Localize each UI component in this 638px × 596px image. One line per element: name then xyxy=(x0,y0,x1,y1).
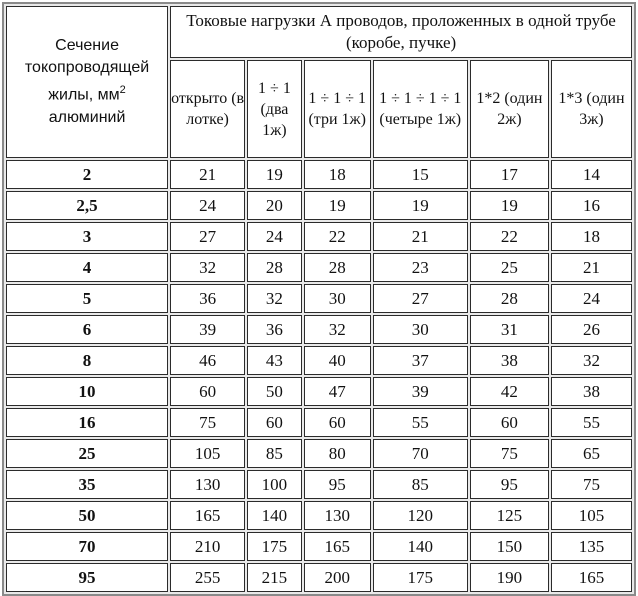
current-load-header: Токовые нагрузки А проводов, проложенных в одной трубе (коробе, пучке) xyxy=(170,6,632,58)
load-value-cell: 37 xyxy=(373,346,468,375)
column-header: 1 ÷ 1 ÷ 1 (три 1ж) xyxy=(304,60,371,158)
load-value-cell: 125 xyxy=(470,501,549,530)
load-value-cell: 32 xyxy=(170,253,245,282)
load-value-cell: 15 xyxy=(373,160,468,189)
load-value-cell: 140 xyxy=(373,532,468,561)
load-value-cell: 135 xyxy=(551,532,632,561)
load-value-cell: 150 xyxy=(470,532,549,561)
load-value-cell: 28 xyxy=(304,253,371,282)
load-value-cell: 18 xyxy=(304,160,371,189)
load-value-cell: 105 xyxy=(551,501,632,530)
load-value-cell: 215 xyxy=(247,563,302,592)
load-value-cell: 19 xyxy=(247,160,302,189)
load-value-cell: 19 xyxy=(373,191,468,220)
load-value-cell: 140 xyxy=(247,501,302,530)
load-value-cell: 22 xyxy=(470,222,549,251)
table-row xyxy=(6,284,632,313)
load-value-cell: 80 xyxy=(304,439,371,468)
section-cell: 3 xyxy=(6,222,168,251)
load-value-cell: 60 xyxy=(170,377,245,406)
current-load-table-container xyxy=(2,2,636,592)
column-header: 1 ÷ 1 (два 1ж) xyxy=(247,60,302,158)
column-header: 1*3 (один 3ж) xyxy=(551,60,632,158)
load-value-cell: 30 xyxy=(373,315,468,344)
table-row xyxy=(6,501,632,530)
load-value-cell: 42 xyxy=(470,377,549,406)
load-value-cell: 27 xyxy=(373,284,468,313)
load-value-cell: 75 xyxy=(470,439,549,468)
table-row xyxy=(6,470,632,499)
load-value-cell: 23 xyxy=(373,253,468,282)
load-value-cell: 26 xyxy=(551,315,632,344)
section-cell: 16 xyxy=(6,408,168,437)
load-value-cell: 32 xyxy=(304,315,371,344)
section-cell: 5 xyxy=(6,284,168,313)
load-value-cell: 30 xyxy=(304,284,371,313)
column-header: 1*2 (один 2ж) xyxy=(470,60,549,158)
load-value-cell: 165 xyxy=(551,563,632,592)
load-value-cell: 175 xyxy=(373,563,468,592)
current-load-table xyxy=(2,2,636,596)
section-cell: 35 xyxy=(6,470,168,499)
load-value-cell: 39 xyxy=(373,377,468,406)
load-value-cell: 165 xyxy=(170,501,245,530)
table-row xyxy=(6,439,632,468)
load-value-cell: 43 xyxy=(247,346,302,375)
load-value-cell: 46 xyxy=(170,346,245,375)
load-value-cell: 130 xyxy=(170,470,245,499)
load-value-cell: 255 xyxy=(170,563,245,592)
load-value-cell: 130 xyxy=(304,501,371,530)
load-value-cell: 21 xyxy=(170,160,245,189)
load-value-cell: 70 xyxy=(373,439,468,468)
load-value-cell: 36 xyxy=(170,284,245,313)
load-value-cell: 175 xyxy=(247,532,302,561)
load-value-cell: 18 xyxy=(551,222,632,251)
load-value-cell: 21 xyxy=(373,222,468,251)
section-header-line1: Сечение xyxy=(55,37,119,55)
table-row xyxy=(6,346,632,375)
section-cell: 8 xyxy=(6,346,168,375)
load-value-cell: 85 xyxy=(373,470,468,499)
load-value-cell: 75 xyxy=(170,408,245,437)
section-cell: 4 xyxy=(6,253,168,282)
load-value-cell: 31 xyxy=(470,315,549,344)
load-value-cell: 24 xyxy=(247,222,302,251)
load-value-cell: 75 xyxy=(551,470,632,499)
load-value-cell: 19 xyxy=(304,191,371,220)
table-row xyxy=(6,160,632,189)
section-header-line3: жилы, мм xyxy=(48,86,120,104)
load-value-cell: 50 xyxy=(247,377,302,406)
load-value-cell: 19 xyxy=(470,191,549,220)
load-value-cell: 16 xyxy=(551,191,632,220)
load-value-cell: 17 xyxy=(470,160,549,189)
section-cell: 2 xyxy=(6,160,168,189)
load-value-cell: 39 xyxy=(170,315,245,344)
section-cell: 95 xyxy=(6,563,168,592)
load-value-cell: 32 xyxy=(247,284,302,313)
column-header: 1 ÷ 1 ÷ 1 ÷ 1 (четыре 1ж) xyxy=(373,60,468,158)
load-value-cell: 40 xyxy=(304,346,371,375)
load-value-cell: 32 xyxy=(551,346,632,375)
table-row xyxy=(6,191,632,220)
load-value-cell: 24 xyxy=(170,191,245,220)
load-value-cell: 85 xyxy=(247,439,302,468)
section-header-line2: токопроводящей xyxy=(24,59,150,77)
section-cell: 10 xyxy=(6,377,168,406)
load-value-cell: 100 xyxy=(247,470,302,499)
load-value-cell: 24 xyxy=(551,284,632,313)
load-value-cell: 60 xyxy=(304,408,371,437)
table-row xyxy=(6,315,632,344)
section-cell: 25 xyxy=(6,439,168,468)
table-row xyxy=(6,253,632,282)
load-value-cell: 55 xyxy=(373,408,468,437)
load-value-cell: 95 xyxy=(304,470,371,499)
load-value-cell: 105 xyxy=(170,439,245,468)
table-row xyxy=(6,377,632,406)
section-header xyxy=(6,6,168,158)
load-value-cell: 38 xyxy=(551,377,632,406)
load-value-cell: 120 xyxy=(373,501,468,530)
load-value-cell: 190 xyxy=(470,563,549,592)
section-header-line4: алюминий xyxy=(48,108,126,126)
load-value-cell: 27 xyxy=(170,222,245,251)
section-cell: 2,5 xyxy=(6,191,168,220)
table-row xyxy=(6,563,632,592)
load-value-cell: 21 xyxy=(551,253,632,282)
load-value-cell: 95 xyxy=(470,470,549,499)
load-value-cell: 28 xyxy=(470,284,549,313)
load-value-cell: 65 xyxy=(551,439,632,468)
load-value-cell: 200 xyxy=(304,563,371,592)
load-value-cell: 25 xyxy=(470,253,549,282)
load-value-cell: 28 xyxy=(247,253,302,282)
section-cell: 70 xyxy=(6,532,168,561)
load-value-cell: 22 xyxy=(304,222,371,251)
load-value-cell: 55 xyxy=(551,408,632,437)
table-row xyxy=(6,532,632,561)
section-header-superscript: 2 xyxy=(119,84,126,97)
load-value-cell: 165 xyxy=(304,532,371,561)
load-value-cell: 20 xyxy=(247,191,302,220)
table-row xyxy=(6,408,632,437)
load-value-cell: 47 xyxy=(304,377,371,406)
load-value-cell: 60 xyxy=(247,408,302,437)
section-cell: 50 xyxy=(6,501,168,530)
section-cell: 6 xyxy=(6,315,168,344)
table-row xyxy=(6,222,632,251)
load-value-cell: 38 xyxy=(470,346,549,375)
load-value-cell: 36 xyxy=(247,315,302,344)
load-value-cell: 14 xyxy=(551,160,632,189)
load-value-cell: 210 xyxy=(170,532,245,561)
column-header: открыто (в лотке) xyxy=(170,60,245,158)
load-value-cell: 60 xyxy=(470,408,549,437)
